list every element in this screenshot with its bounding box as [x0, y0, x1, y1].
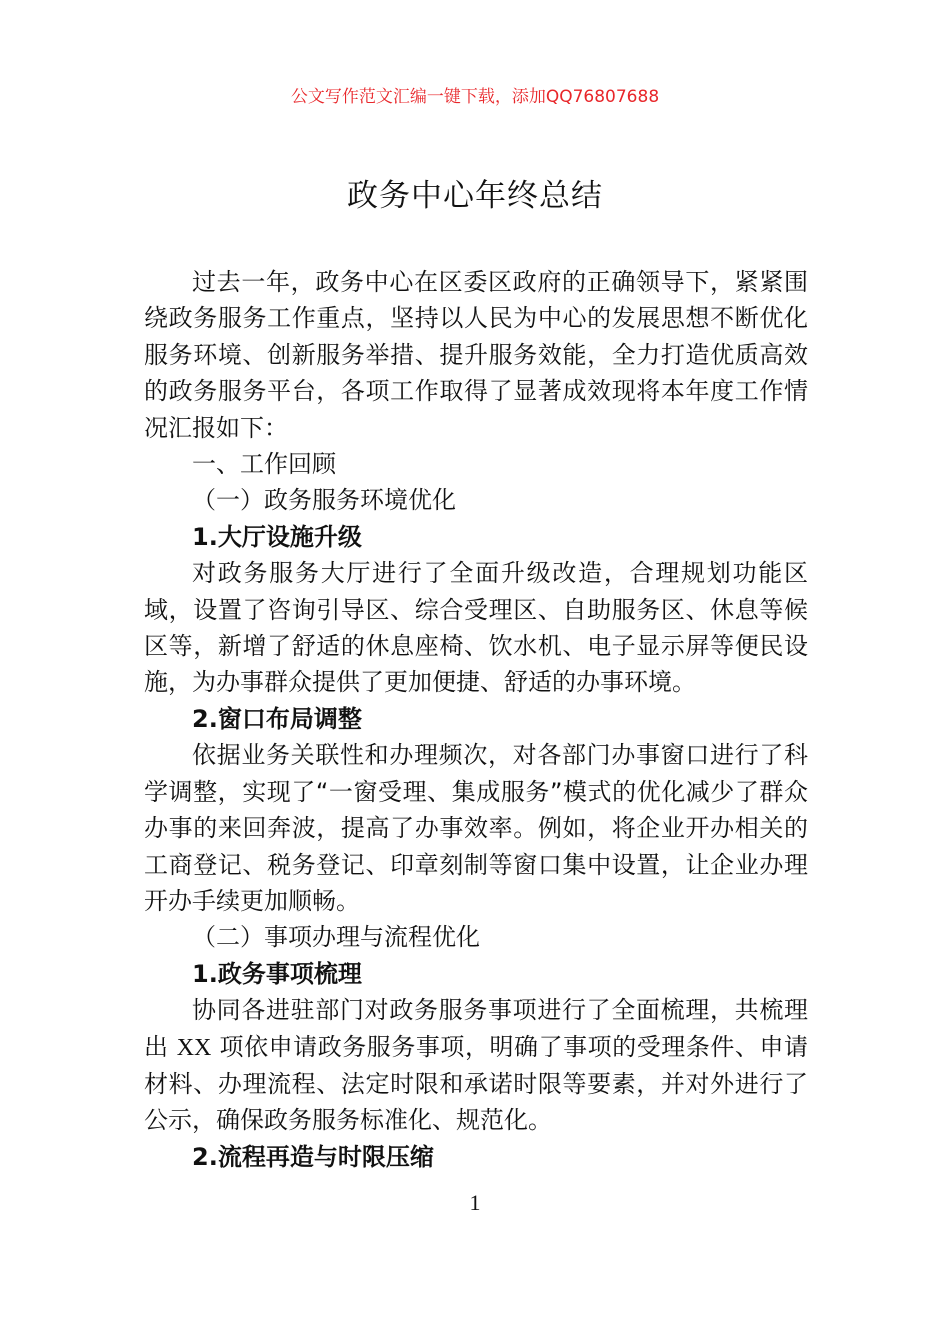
- paragraph-text: 项依申请政务服务事项，明确了事项的受理条件、申请材料、办理流程、法定时限和承诺时限等要素，并对外进行了公示，确保政务服务标准化、规范化。: [144, 1032, 808, 1135]
- subsection-heading: （二）事项办理与流程优化: [192, 923, 480, 952]
- section-heading: 一、工作回顾: [192, 450, 336, 479]
- subsection-heading: （一）政务服务环境优化: [192, 486, 456, 515]
- page-number: 1: [469, 1190, 481, 1215]
- item-heading: 1.政务事项梳理: [192, 959, 362, 988]
- item-paragraph: 依据业务关联性和办理频次，对各部门办事窗口进行了科学调整，实现了“一窗受理、集成服务”模式的优化减少了群众办事的来回奔波，提高了办事效率。例如，将企业开办相关的工商登记、税务登记、印章刻制等窗口集中设置，让企业办理开办手续更加顺畅。: [144, 741, 808, 915]
- item-paragraph: 对政务服务大厅进行了全面升级改造，合理规划功能区域，设置了咨询引导区、综合受理区、自助服务区、休息等候区等，新增了舒适的休息座椅、饮水机、电子显示屏等便民设施，为办事群众提供了更加便捷、舒适的办事环境。: [144, 559, 808, 697]
- paragraph-text: 协同各进驻部门对政务服务事项进行了全面梳理，共梳理出: [144, 996, 808, 1061]
- intro-paragraph: 过去一年，政务中心在区委区政府的正确领导下，紧紧围绕政务服务工作重点，坚持以人民为中心的发展思想不断优化服务环境、创新服务举措、提升服务效能，全力打造优质高效的政务服务平台，各项工作取得了显著成效现将本年度工作情况汇报如下：: [144, 268, 808, 442]
- item-heading: 1.大厅设施升级: [192, 522, 362, 551]
- document-title: 政务中心年终总结: [347, 178, 603, 214]
- placeholder-count: XX: [176, 1034, 212, 1061]
- item-paragraph: [144, 992, 808, 1139]
- item-heading: 2.流程再造与时限压缩: [192, 1142, 434, 1171]
- item-heading: 2.窗口布局调整: [192, 704, 362, 733]
- promo-banner: 公文写作范文汇编一键下载，添加QQ76807688: [290, 87, 660, 107]
- document-body: [144, 264, 808, 1175]
